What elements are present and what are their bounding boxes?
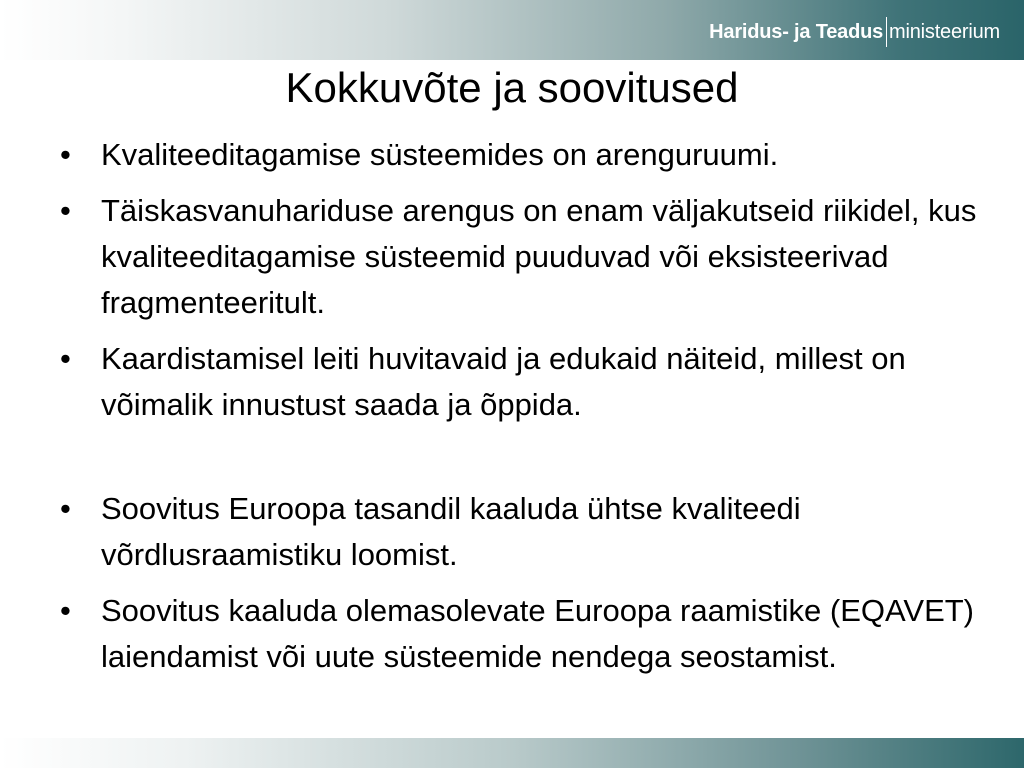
slide-title: Kokkuvõte ja soovitused bbox=[285, 64, 739, 111]
bullet-icon: • bbox=[60, 491, 71, 526]
bullet-text: Soovitus Euroopa tasandil kaaluda ühtse kvaliteedi võrdlusraamistiku loomist. bbox=[101, 491, 801, 572]
bullet-item bbox=[60, 336, 980, 428]
bullet-text: Soovitus kaaluda olemasolevate Euroopa raamistike (EQAVET) laiendamist või uute süsteemide nendega seostamist. bbox=[101, 593, 975, 674]
bullet-text: Täiskasvanuhariduse arengus on enam väljakutseid riikidel, kus kvaliteeditagamise süsteemid puuduvad või eksisteerivad fragmenteeritult. bbox=[101, 193, 977, 320]
bullet-icon: • bbox=[60, 137, 71, 172]
bullet-text: Kaardistamisel leiti huvitavaid ja edukaid näiteid, millest on võimalik innustust saada ja õppida. bbox=[101, 341, 906, 422]
bullet-item bbox=[60, 486, 980, 578]
bullet-item bbox=[60, 132, 980, 178]
logo-divider bbox=[886, 17, 887, 47]
bullet-icon: • bbox=[60, 193, 71, 228]
bullet-icon: • bbox=[60, 341, 71, 376]
bottom-gradient-band bbox=[0, 738, 1024, 768]
bullet-text: Kvaliteeditagamise süsteemides on arenguruumi. bbox=[101, 137, 779, 172]
ministry-logo bbox=[709, 14, 1000, 50]
bullet-list bbox=[60, 132, 980, 690]
logo-strong-text: Haridus- ja Teadus bbox=[709, 20, 884, 43]
logo-light-text: ministeerium bbox=[889, 20, 1000, 43]
bullet-item bbox=[60, 188, 980, 326]
bullet-item bbox=[60, 588, 980, 680]
bullet-icon: • bbox=[60, 593, 71, 628]
